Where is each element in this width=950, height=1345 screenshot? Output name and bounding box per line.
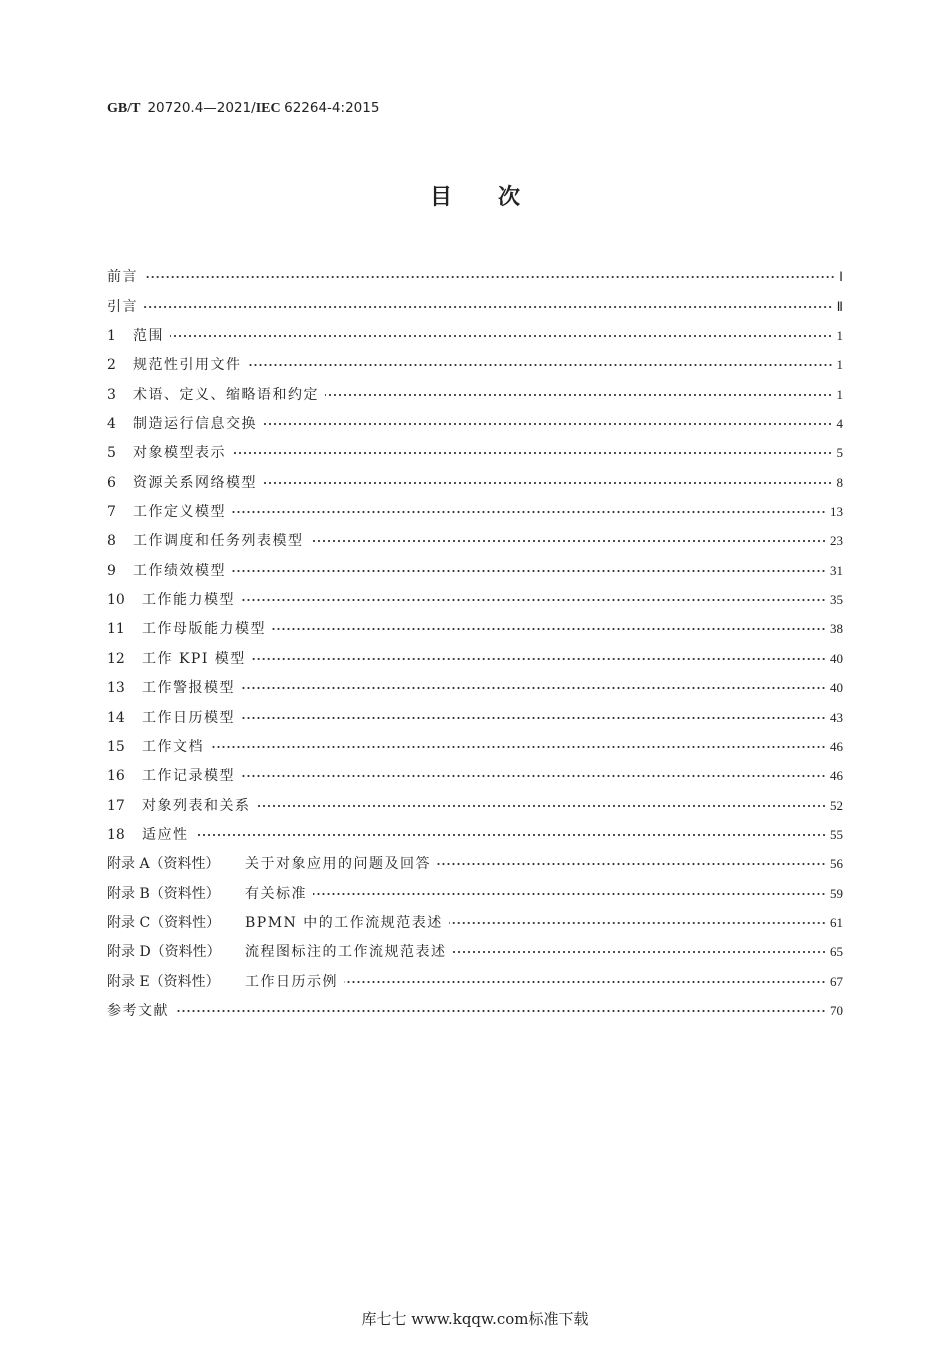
toc-entry-title — [107, 384, 319, 406]
standard-code — [107, 100, 379, 117]
toc-entry-label: 工作能力模型 — [142, 592, 235, 609]
toc-entry-page: 56 — [830, 856, 843, 872]
toc-entry-title — [107, 589, 235, 611]
toc-entry-label: 引言 — [107, 298, 138, 315]
toc-entry[interactable] — [107, 318, 843, 347]
toc-entry-label: 工作 KPI 模型 — [142, 650, 246, 667]
toc-entry-number: 附录 A（资料性） — [107, 856, 220, 873]
toc-entry-page: 38 — [830, 621, 843, 637]
toc-entry[interactable] — [107, 582, 843, 611]
toc-entry-label: 资源关系网络模型 — [133, 474, 257, 491]
toc-entry-title — [107, 912, 443, 934]
toc-entry-label: 工作记录模型 — [142, 768, 235, 785]
toc-entry-page: 67 — [830, 973, 843, 989]
toc-entry-number: 8 — [107, 533, 116, 550]
toc-entry-label: 对象模型表示 — [133, 445, 226, 462]
toc-entry-label: BPMN 中的工作流规范表述 — [245, 914, 443, 931]
toc-entry-title — [107, 941, 447, 963]
toc-entry-number: 11 — [107, 621, 125, 638]
toc-entry-label: 工作定义模型 — [133, 504, 226, 521]
toc-entry-number: 4 — [107, 416, 116, 433]
dot-leader — [325, 390, 833, 400]
toc-entry-title — [107, 618, 266, 640]
toc-entry-number: 13 — [107, 680, 125, 697]
toc-entry-page: 70 — [830, 1002, 843, 1018]
toc-entry-page: 65 — [830, 944, 843, 960]
toc-entry[interactable] — [107, 963, 843, 992]
toc-entry-number: 附录 E（资料性） — [107, 973, 220, 990]
toc-entry-page: 8 — [836, 474, 843, 490]
toc-entry-label: 工作警报模型 — [142, 680, 235, 697]
toc-entry-title — [107, 677, 235, 699]
toc-entry-title — [107, 442, 226, 464]
code-prefix: GB/T — [107, 101, 141, 116]
toc-entry[interactable] — [107, 817, 843, 846]
table-of-contents — [107, 259, 843, 1022]
toc-entry-number: 附录 D（资料性） — [107, 944, 221, 961]
toc-entry-label: 范围 — [133, 328, 164, 345]
toc-entry[interactable] — [107, 846, 843, 875]
dot-leader — [241, 683, 826, 693]
toc-entry-number: 附录 B（资料性） — [107, 885, 220, 902]
toc-entry[interactable] — [107, 435, 843, 464]
toc-entry-label: 规范性引用文件 — [133, 357, 242, 374]
toc-entry-number: 18 — [107, 826, 125, 843]
toc-entry-number: 14 — [107, 709, 125, 726]
toc-entry-page: Ⅱ — [836, 298, 843, 314]
toc-entry-label: 前言 — [107, 269, 138, 286]
dot-leader — [453, 947, 827, 957]
toc-entry[interactable] — [107, 288, 843, 317]
toc-entry-label: 对象列表和关系 — [142, 797, 251, 814]
dot-leader — [257, 801, 827, 811]
toc-entry[interactable] — [107, 993, 843, 1022]
toc-entry[interactable] — [107, 934, 843, 963]
toc-entry-number: 1 — [107, 328, 116, 345]
toc-entry-page: 59 — [830, 885, 843, 901]
toc-entry-number: 附录 C（资料性） — [107, 914, 221, 931]
toc-entry[interactable] — [107, 406, 843, 435]
dot-leader — [232, 566, 826, 576]
toc-entry-page: 1 — [836, 328, 843, 344]
footer-watermark: 库七七 www.kqqw.com标准下载 — [361, 1310, 589, 1328]
toc-entry-title — [107, 560, 226, 582]
toc-entry-page: 5 — [836, 445, 843, 461]
toc-entry-page: 61 — [830, 914, 843, 930]
dot-leader — [241, 713, 826, 723]
toc-entry[interactable] — [107, 670, 843, 699]
iec-prefix: IEC — [255, 101, 281, 116]
toc-entry-number: 2 — [107, 357, 116, 374]
toc-entry-title — [107, 413, 257, 435]
toc-entry[interactable] — [107, 464, 843, 493]
toc-entry[interactable] — [107, 376, 843, 405]
toc-entry-page: 1 — [836, 357, 843, 373]
toc-entry-title — [107, 853, 431, 875]
toc-entry-title — [107, 707, 235, 729]
toc-entry-page: Ⅰ — [839, 269, 843, 285]
toc-entry-number: 16 — [107, 768, 125, 785]
toc-entry-label: 有关标准 — [245, 885, 307, 902]
toc-entry-number: 17 — [107, 797, 125, 814]
dot-leader — [310, 536, 827, 546]
dot-leader — [210, 742, 826, 752]
dot-leader — [263, 478, 833, 488]
toc-entry-page: 43 — [830, 709, 843, 725]
toc-entry-title — [107, 530, 304, 552]
toc-entry[interactable] — [107, 905, 843, 934]
dot-leader — [241, 595, 826, 605]
toc-entry-page: 40 — [830, 680, 843, 696]
dot-leader — [344, 977, 826, 987]
toc-entry-number: 12 — [107, 650, 125, 667]
toc-entry-label: 工作母版能力模型 — [142, 621, 266, 638]
toc-entry-title — [107, 1000, 169, 1022]
toc-entry-label: 工作日历模型 — [142, 709, 235, 726]
toc-entry-title — [107, 266, 138, 288]
dot-leader — [449, 918, 826, 928]
dot-leader — [263, 419, 833, 429]
toc-entry-number: 15 — [107, 738, 125, 755]
toc-entry-title — [107, 765, 235, 787]
dot-leader — [170, 331, 833, 341]
toc-entry-title — [107, 824, 189, 846]
toc-entry[interactable] — [107, 347, 843, 376]
dot-leader — [175, 1006, 826, 1016]
iec-number: 62264-4:2015 — [284, 100, 380, 116]
toc-entry[interactable] — [107, 640, 843, 669]
toc-entry-label: 制造运行信息交换 — [133, 416, 257, 433]
toc-entry-label: 术语、定义、缩略语和约定 — [133, 386, 319, 403]
toc-entry[interactable] — [107, 787, 843, 816]
toc-entry-page: 1 — [836, 386, 843, 402]
toc-entry[interactable] — [107, 729, 843, 758]
toc-entry-label: 工作调度和任务列表模型 — [133, 533, 304, 550]
dot-leader — [195, 830, 827, 840]
toc-entry-number: 9 — [107, 562, 116, 579]
toc-entry-title — [107, 883, 307, 905]
dot-leader — [144, 272, 835, 282]
toc-entry-title — [107, 795, 251, 817]
toc-entry-number: 5 — [107, 445, 116, 462]
toc-entry-title — [107, 472, 257, 494]
toc-entry-title — [107, 354, 242, 376]
toc-entry-label: 流程图标注的工作流规范表述 — [245, 944, 447, 961]
toc-entry[interactable] — [107, 552, 843, 581]
toc-entry-title — [107, 296, 138, 318]
toc-entry[interactable] — [107, 611, 843, 640]
toc-entry[interactable] — [107, 494, 843, 523]
page-title: 目次 — [429, 185, 566, 210]
toc-entry-number: 7 — [107, 504, 116, 521]
toc-entry-page: 40 — [830, 650, 843, 666]
dot-leader — [313, 889, 826, 899]
toc-entry-number: 10 — [107, 592, 125, 609]
toc-entry-page: 52 — [830, 797, 843, 813]
toc-entry-label: 工作绩效模型 — [133, 562, 226, 579]
standard-number: 20720.4—2021/ — [147, 100, 256, 116]
dot-leader — [232, 507, 826, 517]
toc-entry-number: 3 — [107, 386, 116, 403]
toc-entry[interactable] — [107, 259, 843, 288]
dot-leader — [144, 302, 833, 312]
toc-entry-number: 6 — [107, 474, 116, 491]
dot-leader — [252, 654, 826, 664]
toc-entry-label: 工作日历示例 — [245, 973, 338, 990]
toc-entry-label: 适应性 — [142, 826, 189, 843]
dot-leader — [437, 859, 826, 869]
toc-entry-title — [107, 501, 226, 523]
toc-entry-title — [107, 648, 246, 670]
toc-entry-page: 4 — [836, 416, 843, 432]
toc-entry-title — [107, 325, 164, 347]
toc-entry[interactable] — [107, 758, 843, 787]
toc-entry-page: 46 — [830, 768, 843, 784]
toc-entry-page: 55 — [830, 826, 843, 842]
toc-entry-title — [107, 971, 338, 993]
toc-entry-page: 13 — [830, 504, 843, 520]
toc-entry[interactable] — [107, 523, 843, 552]
toc-entry[interactable] — [107, 875, 843, 904]
toc-entry-page: 31 — [830, 562, 843, 578]
dot-leader — [232, 448, 833, 458]
toc-entry-title — [107, 736, 204, 758]
toc-entry-page: 35 — [830, 592, 843, 608]
toc-entry-label: 参考文献 — [107, 1002, 169, 1019]
toc-entry-page: 23 — [830, 533, 843, 549]
dot-leader — [248, 360, 833, 370]
toc-entry-page: 46 — [830, 738, 843, 754]
dot-leader — [272, 624, 826, 634]
toc-entry-label: 关于对象应用的问题及回答 — [245, 856, 431, 873]
dot-leader — [241, 771, 826, 781]
toc-entry-label: 工作文档 — [142, 738, 204, 755]
toc-entry[interactable] — [107, 699, 843, 728]
